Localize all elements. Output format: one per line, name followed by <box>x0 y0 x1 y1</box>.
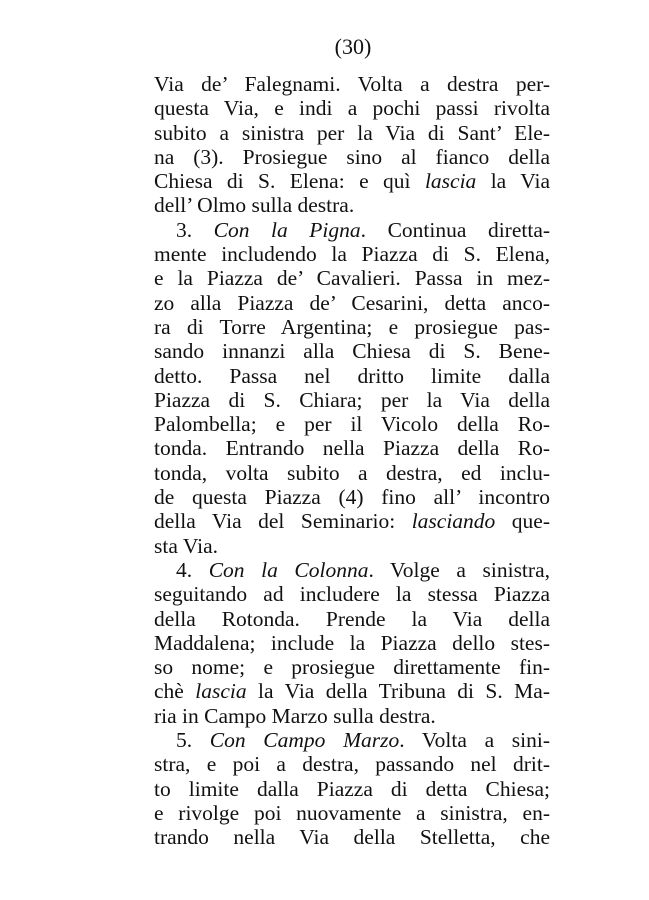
text-segment: subito a sinistra per la Via di Sant’ Ele- <box>154 120 550 145</box>
italic-text: Con Campo Marzo <box>209 728 400 753</box>
text-line <box>154 679 550 703</box>
text-segment: tonda, volta subito a destra, ed inclu- <box>154 460 550 485</box>
italic-text: lascia <box>424 169 477 194</box>
text-line <box>154 825 550 849</box>
text-segment: Chiesa di S. Elena: e quì <box>154 169 425 194</box>
text-line <box>154 242 550 266</box>
text-line <box>154 218 550 242</box>
text-segment: dell’ Olmo sulla destra. <box>154 193 355 218</box>
text-segment: sando innanzi alla Chiesa di S. Bene- <box>154 339 550 364</box>
text-segment: questa Via, e indi a pochi passi rivolta <box>154 96 550 121</box>
text-segment: tonda. Entrando nella Piazza della Ro- <box>154 436 550 461</box>
text-line <box>154 145 550 169</box>
text-segment: della Via del Seminario: <box>154 509 412 534</box>
page-number: (30) <box>334 34 372 59</box>
text-line <box>154 364 550 388</box>
text-segment: chè <box>154 679 196 704</box>
text-segment: . Volge a sinistra, <box>368 557 550 582</box>
text-line <box>154 801 550 825</box>
text-segment: detto. Passa nel dritto limite dalla <box>154 363 550 388</box>
text-segment: . Continua diretta- <box>360 217 551 242</box>
text-line <box>154 582 550 606</box>
text-line <box>154 558 550 582</box>
text-segment: 4. <box>176 557 209 582</box>
text-line <box>154 121 550 145</box>
italic-text: Con la Pigna <box>213 217 361 242</box>
text-line <box>154 388 550 412</box>
text-segment: della Rotonda. Prende la Via della <box>154 606 550 631</box>
text-line <box>154 728 550 752</box>
text-line <box>154 485 550 509</box>
text-segment: Via de’ Falegnami. Volta a destra per- <box>154 72 550 96</box>
text-line <box>154 534 550 558</box>
text-line <box>154 509 550 533</box>
text-segment: Maddalena; include la Piazza dello stes- <box>154 630 550 655</box>
text-segment: trando nella Via della Stelletta, che <box>154 825 550 850</box>
text-line <box>154 72 550 96</box>
text-segment: stra, e poi a destra, passando nel drit- <box>154 752 550 777</box>
text-segment: que- <box>495 509 550 534</box>
text-line <box>154 412 550 436</box>
italic-text: lascia <box>195 679 247 704</box>
text-line <box>154 777 550 801</box>
text-segment: mente includendo la Piazza di S. Elena, <box>154 242 550 267</box>
text-segment: Piazza di S. Chiara; per la Via della <box>154 387 550 412</box>
text-segment: Palombella; e per il Vicolo della Ro- <box>154 412 550 437</box>
text-segment: 3. <box>176 217 214 242</box>
text-segment: zo alla Piazza de’ Cesarini, detta anco- <box>154 290 550 315</box>
italic-text: Con la Colonna <box>208 557 369 582</box>
text-line <box>154 266 550 290</box>
text-segment: la Via della Tribuna di S. Ma- <box>246 679 551 704</box>
text-segment: to limite dalla Piazza di detta Chiesa; <box>154 776 550 801</box>
text-line <box>154 193 550 217</box>
text-line <box>154 704 550 728</box>
text-segment: seguitando ad includere la stessa Piazza <box>154 582 550 607</box>
text-segment: e la Piazza de’ Cavalieri. Passa in mez- <box>154 266 550 291</box>
text-line <box>154 96 550 120</box>
text-line <box>154 655 550 679</box>
text-segment: na (3). Prosiegue sino al fianco della <box>154 144 550 169</box>
text-segment: so nome; e prosiegue direttamente fin- <box>154 655 550 680</box>
text-line <box>154 631 550 655</box>
text-line <box>154 169 550 193</box>
text-line <box>154 461 550 485</box>
text-line <box>154 752 550 776</box>
text-segment: e rivolge poi nuovamente a sinistra, en- <box>154 800 550 825</box>
text-line <box>154 315 550 339</box>
text-segment: ria in Campo Marzo sulla destra. <box>154 703 436 728</box>
text-line <box>154 291 550 315</box>
text-line <box>154 436 550 460</box>
text-segment: ra di Torre Argentina; e prosiegue pas- <box>154 314 550 339</box>
text-segment: de questa Piazza (4) fino all’ incontro <box>154 485 550 510</box>
text-segment: sta Via. <box>154 533 218 558</box>
body-text <box>154 72 550 850</box>
text-line <box>154 607 550 631</box>
text-segment: la Via <box>476 169 550 194</box>
text-segment: 5. <box>176 728 210 753</box>
text-line <box>154 339 550 363</box>
text-segment: . Volta a sini- <box>399 728 551 753</box>
italic-text: lasciando <box>411 509 496 534</box>
